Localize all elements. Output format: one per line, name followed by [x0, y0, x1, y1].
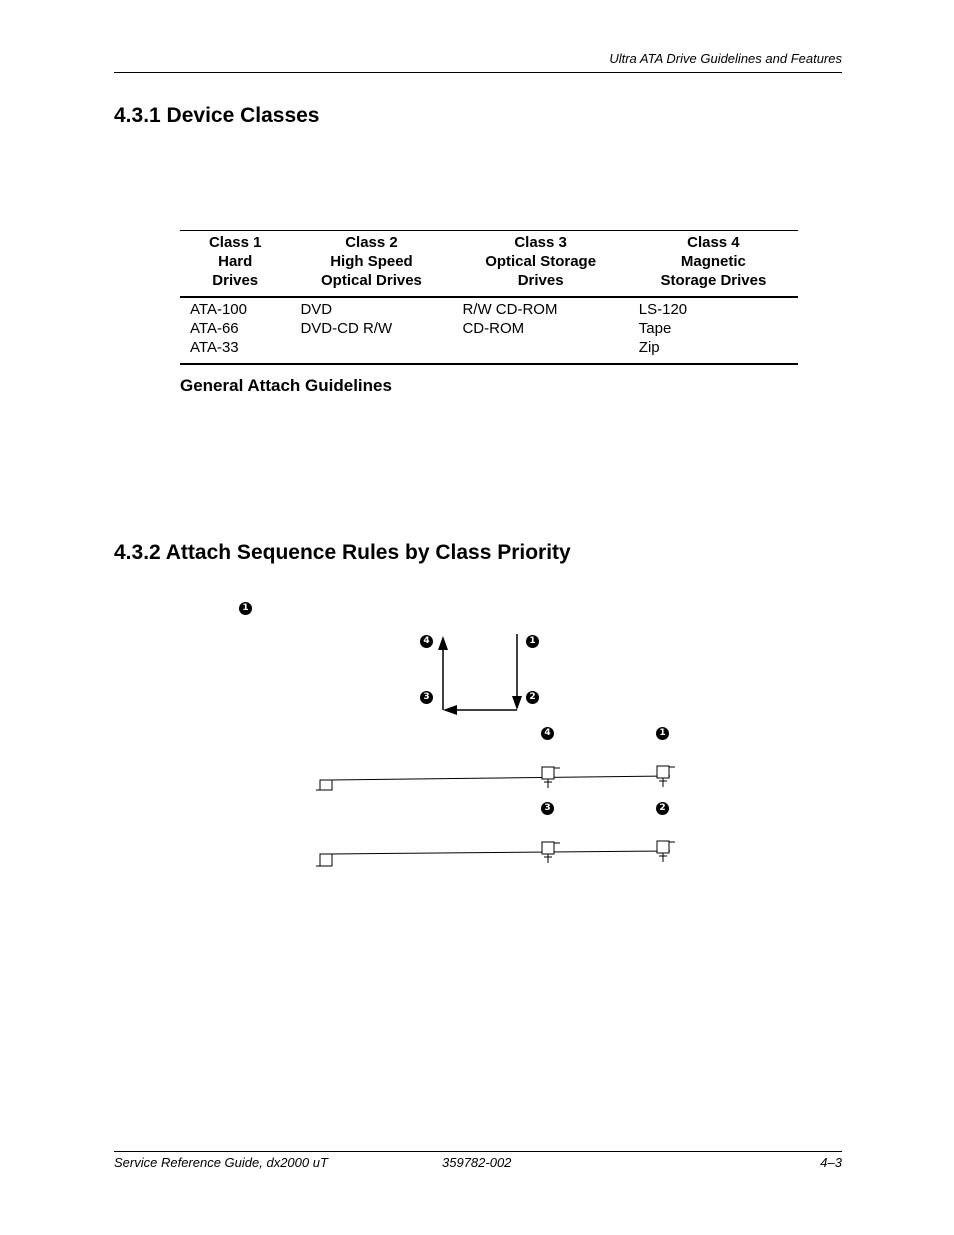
running-header: Ultra ATA Drive Guidelines and Features	[609, 51, 842, 66]
cable-2	[316, 841, 675, 866]
cable-1-device-connector-right	[657, 766, 669, 778]
cable-1-line	[330, 776, 670, 780]
callout-cable1-right: 1	[656, 727, 669, 740]
footer-page-number: 4–3	[820, 1155, 842, 1170]
callout-intro: 1	[239, 602, 252, 615]
arrow-head-up	[438, 636, 448, 650]
footer-part-number: 359782-002	[442, 1155, 512, 1170]
table-row	[180, 297, 798, 364]
arrow-head-left	[443, 705, 457, 715]
cable-1-device-connector-left	[542, 767, 554, 779]
section-title-attach-sequence: 4.3.2 Attach Sequence Rules by Class Priority	[114, 541, 571, 564]
callout-arrow-top-left: 4	[420, 635, 433, 648]
arrow-head-down	[512, 696, 522, 710]
callout-cable2-right: 2	[656, 802, 669, 815]
cable-2-motherboard-connector	[320, 854, 332, 866]
callout-arrow-top-right: 1	[526, 635, 539, 648]
callout-arrow-bottom-right: 2	[526, 691, 539, 704]
sequence-arrow-path	[438, 634, 522, 715]
callout-cable2-left: 3	[541, 802, 554, 815]
callout-arrow-bottom-left: 3	[420, 691, 433, 704]
header-rule	[114, 72, 842, 73]
column-header-class-3: Class 3 Optical Storage Drives	[452, 231, 628, 298]
footer-guide-title: Service Reference Guide, dx2000 uT	[114, 1155, 328, 1170]
cable-1	[316, 766, 675, 790]
table-cell-class-2: DVD DVD-CD R/W	[290, 297, 452, 364]
device-classes-table	[180, 230, 798, 365]
cable-2-device-connector-right	[657, 841, 669, 853]
callout-cable1-left: 4	[541, 727, 554, 740]
table-cell-class-4: LS-120 Tape Zip	[629, 297, 798, 364]
footer-rule	[114, 1151, 842, 1152]
cable-2-line	[330, 851, 670, 854]
column-header-class-4: Class 4 Magnetic Storage Drives	[629, 231, 798, 298]
subsection-title-attach-guidelines: General Attach Guidelines	[180, 376, 392, 395]
table-cell-class-1: ATA-100 ATA-66 ATA-33	[180, 297, 290, 364]
column-header-class-1: Class 1 Hard Drives	[180, 231, 290, 298]
attach-sequence-diagram	[300, 620, 700, 880]
cable-1-motherboard-connector	[320, 780, 332, 790]
section-title-device-classes: 4.3.1 Device Classes	[114, 104, 320, 127]
column-header-class-2: Class 2 High Speed Optical Drives	[290, 231, 452, 298]
cable-2-device-connector-left	[542, 842, 554, 854]
table-cell-class-3: R/W CD-ROM CD-ROM	[452, 297, 628, 364]
